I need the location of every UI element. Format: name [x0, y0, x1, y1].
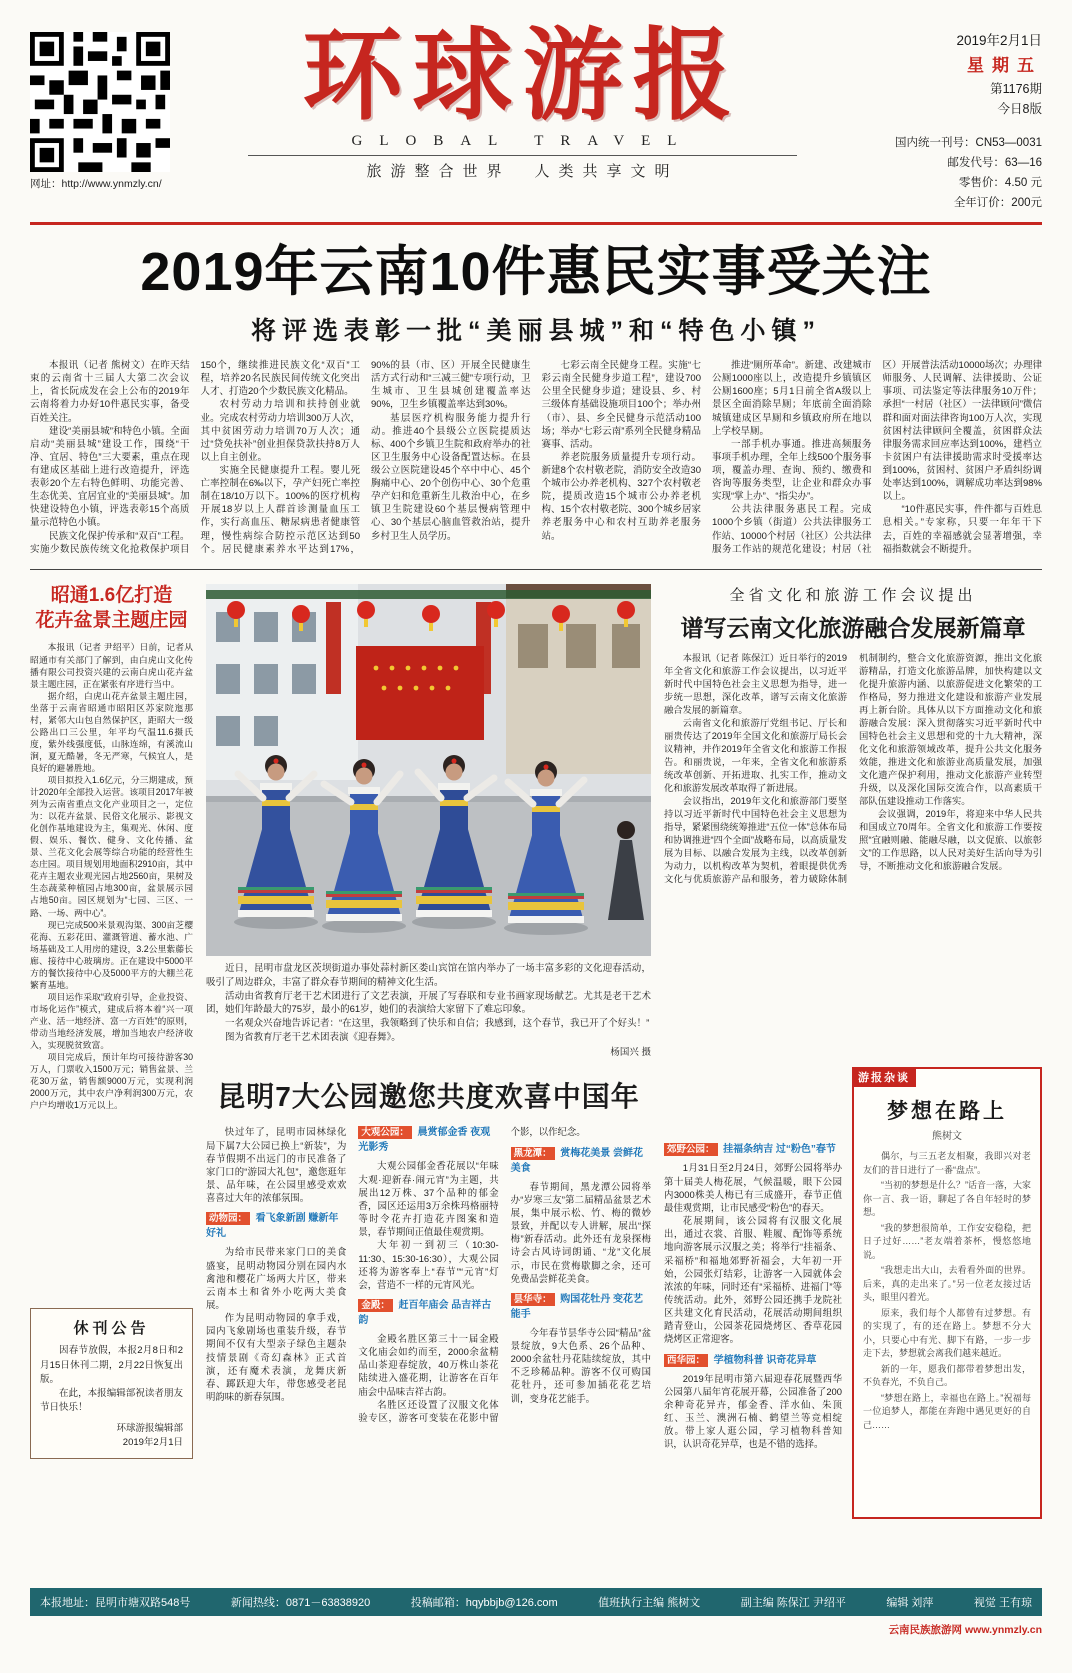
masthead-row — [30, 22, 1042, 214]
paragraph: 项目运作采取“政府引导，企业投资、市场化运作”模式，建成后将本着“兴一项产业、活一地经济、富一方百姓”的原则，带动当地经济发展，增加当地农户经济收入，实现脱贫致富。 — [30, 991, 193, 1051]
red-divider — [30, 222, 1042, 225]
park-tag: 大观公园： — [358, 1126, 412, 1139]
paragraph: 原来，我们每个人都曾有过梦想。有的实现了，有的还在路上。梦想不分大小，只要心中有光、脚下有路，一步一步走下去，梦想就会离我们越来越近。 — [863, 1307, 1031, 1359]
zhaotong-headline-line2: 花卉盆景主题庄园 — [35, 609, 188, 631]
paragraph: 今年春节昙华寺公园“精品”盆景绽放，9大色系、26个品种、2000余盆牡丹花陆续绽放，其中不乏珍稀品种。游客不仅可购国花牡丹，还可参加插花花艺培训，变身花艺能手。 — [510, 1326, 651, 1404]
weekday: 星期五 — [967, 55, 1042, 75]
paragraph: 项目拟投入1.6亿元，分三期建成，预计2020年全部投入运营。该项目2017年被列为云南省重点文化产业项目之一，定位为：以花卉盆景、民俗文化展示、影视文化创作基地建设为主，集观光、休闲、度假、娱乐、餐饮、健身、文化传播、盆景、兰花文化会展等综合功能的经营性生态庄园。项目规划用地面积2910亩，其中花卉主题农业观光园占地2560亩，果树及生态蔬菜种植园占地300亩，盆景展示园占地50亩。园区规划为“七园、三区、一路、一场、两中心”。 — [30, 774, 193, 918]
festival-dance-photo — [206, 584, 651, 956]
footer-segment: 副主编 陈保江 尹绍平 — [740, 1597, 846, 1609]
park-section-title: 赏梅花美景 尝鲜花美食 — [510, 1147, 644, 1174]
park-section-header — [664, 1142, 842, 1157]
paragraph: 本报讯（记者 陈保江）近日举行的2019年全省文化和旅游工作会议提出，以习近平新时代中国特色社会主义思想为指导，进一步统一思想，深化改革，谱写云南文化旅游融合发展的新篇章。 — [664, 653, 847, 716]
parks-intro: 快过年了，昆明市园林绿化局下属7大公园已换上“新装”，为春节假期不出远门的市民准备了家门口的“游园大礼包”，邀您逛年景、品年味，在公园里感受欢欢喜喜过大年的浓郁氛围。 — [206, 1126, 347, 1204]
newspaper-title-english: GLOBAL TRAVEL — [351, 133, 694, 149]
paragraph: 建设“美丽县城”和特色小镇。全面启动“美丽县城”建设工作，围绕“干净、宜居、特色”三大要素，重点在现有建成区基础上进行改造提升，评选表彰20个左右特色鲜明、功能完善、生态优美、宜居宜业的“美丽县城”。加快建设特色小镇，评选表彰15个高质量示范特色小镇。 — [30, 425, 190, 529]
parks-body — [206, 1125, 651, 1493]
footer-bar — [30, 1588, 1042, 1616]
paragraph: 七彩云南全民健身工程。实施“七彩云南全民健身步道工程”，建设700公里全民健身步道；建设县、乡、村三级体育基础设施项目100个；举办州（市）、县、乡全民健身示范活动100场；举办“七彩云南”系列全民健身精品赛事、活动。 — [541, 360, 701, 450]
main-band — [30, 578, 1042, 1519]
paragraph: 本报讯（记者 尹绍平）日前，记者从昭通市有关部门了解到，由白虎山文化传播有限公司投资兴建的云南白虎山花卉盆景主题庄园，正在紧张有序进行当中。 — [30, 642, 193, 689]
lead-headline: 2019年云南10件惠民实事受关注 — [140, 242, 932, 302]
zhaotong-headline-line1: 昭通1.6亿打造 — [50, 585, 173, 607]
caption-paragraph: 一名观众兴奋地告诉记者：“在这里，我领略到了快乐和自信；我感到，这个春节，我已开了个好头！” — [225, 1018, 650, 1030]
park-tag: 昙华寺： — [511, 1293, 555, 1306]
park-tag: 黑龙潭： — [511, 1147, 555, 1160]
paragraph: 金殿名胜区第三十一届金殿文化庙会如约而至，2000余盆精品山茶迎春绽放，40万株山茶花陆续进入盛花期，让游客在百年庙会中品味吉祥古韵。 — [358, 1333, 499, 1397]
lead-body — [30, 359, 1042, 559]
paragraph: 2019年昆明市第六届迎春花展暨西华公园第八届年宵花展开幕，公园准备了200余种奇花异卉，郁金香、洋水仙、朱顶红、玉兰、澳洲石楠、鹤望兰等竞相绽放。带上家人逛公园，学习植物科普知识，认识奇花异草，也是不错的选择。 — [664, 1372, 842, 1450]
paragraph: 据介绍，白虎山花卉盆景主题庄园，坐落于云南省昭通市昭阳区苏家院迤那村，紧邻大山包自然保护区，距昭大一级公路出口三公里，年平均气温11.6摄氏度，紫外线强度低，山脉连绵，有溪流山涧，夏无酷暑，冬无严寒，气候宜人，是良好的避暑胜地。 — [30, 690, 193, 773]
park-section — [664, 1142, 842, 1345]
paragraph: 项目完成后，预计年均可接待游客30万人，门票收入1500万元；销售盆景、兰花30万盆，销售额9000万元，实现利润2000万元，其中农户净利润300万元，农户户均增收1万元以上。 — [30, 1052, 193, 1111]
bottom-row — [206, 1067, 1042, 1519]
paragraph: 本报讯（记者 熊树文）在昨天结束的云南省十三届人大第二次会议上，省长阮成发在会上公布的2019年云南将着力办好10件惠民实事，备受百姓关注。 — [30, 360, 190, 424]
qr-code-icon — [30, 32, 170, 172]
park-tag: 西华园： — [664, 1354, 708, 1367]
park-section-title: 购国花牡丹 变花艺能手 — [510, 1293, 644, 1320]
footer-segment: 编辑 刘萍 — [886, 1597, 934, 1609]
parks-headline: 昆明7大公园邀您共度欢喜中国年 — [217, 1081, 640, 1113]
paragraph: 大观公园郁金香花展以“年味大观·迎新春·闹元宵”为主题，共展出12万株、37个品种的郁金香，园区还运用3万余株玛格丽特等时令花卉打造花卉图案和造景，春节期间正值最佳观赏期。 — [358, 1160, 499, 1238]
paragraph: “当初的梦想是什么？”话音一落，大家你一言、我一语，聊起了各自年轻时的梦想。 — [863, 1180, 1031, 1218]
paragraph: 民族文化保护传承和“双百”工程。实施少数民族传统文化抢救保护项目150个，继续推进民族文化“双百”工程，培养20名民族民间传统文化突出人才、打造20个少数民族文化精品。 — [30, 360, 360, 555]
footer-segment: 新闻热线：0871－63838920 — [230, 1597, 371, 1609]
paragraph: 春节期间，黑龙潭公园将举办“岁寒三友”第二届精品盆景艺术展，集中展示松、竹、梅的微妙景致，并配以专人讲解，展出“探梅”新春活动。此外还有龙泉探梅诗会古风诗词朗诵、“龙”文化展示，市民在赏梅歇脚之余，还可免费品尝鲜花美食。 — [510, 1180, 651, 1284]
zhaotong-headline — [30, 584, 193, 633]
paragraph: 现已完成500米景观沟渠、300亩芝樱花海、五彩花田、灌溉管道、蓄水池、广场基础及工人用房的建设，3.2公里紫藤长廊、接待中心玻璃房。正在建设中5000平方的餐饮接待中心及5000平方的大棚兰花繁育基地。 — [30, 919, 193, 990]
culture-tourism-article — [664, 578, 1042, 1059]
park-tag: 金殿： — [358, 1299, 393, 1312]
park-section — [206, 1211, 346, 1403]
parks-extra-column — [664, 1067, 842, 1519]
park-section-title: 挂福条纳吉 过“粉色”春节 — [723, 1144, 836, 1156]
paragraph: 1月31日至2月24日，郊野公园将举办第十届美人梅花展，气候温暖，眼下公园内3000株美人梅已有三成盛开，春节正值最佳观赏期，让市民感受“粉色”的春天。 — [664, 1162, 842, 1213]
masthead — [208, 22, 837, 181]
paragraph: 偶尔，与三五老友相聚，我即兴对老友们的昔日进行了一番“盘点”。 — [863, 1151, 1031, 1175]
park-section — [511, 1292, 651, 1405]
paragraph: 养老院服务质量提升专项行动。新建8个农村敬老院，消防安全改造30个城市公办养老机构、327个农村敬老院，提质改造15个城市公办养老机构、15个农村敬老院、300个城乡居家养老服务中心和农村互助养老服务站。 — [541, 451, 701, 542]
paragraph: 因春节放假，本报2月8日和2月15日休刊二期，2月22日恢复出版。 — [40, 1345, 183, 1385]
meta-line: 全年订价：200元 — [953, 197, 1042, 210]
notice-body — [40, 1344, 183, 1415]
paragraph: 农村劳动力培训和扶持创业就业。完成农村劳动力培训300万人次，其中贫困劳动力培训70万人次；通过“贷免扶补”创业担保贷款扶持8万人以上自主创业。 — [200, 399, 360, 463]
park-section-title: 晨赏郁金香 夜观光影秀 — [358, 1127, 491, 1154]
culture-body — [664, 652, 1042, 1052]
paragraph: 会议指出，2019年文化和旅游部门要坚持以习近平新时代中国特色社会主义思想为指导，紧紧围绕统筹推进“五位一体”总体布局和协调推进“四个全面”战略布局，以高质量发展为目标、以融合发展为主线，以改革创新为动力，以机构改革为契机，着眼提供优秀文化与优质旅游产品和服务，着力破除体制机制制约，整合文化旅游资源，推出文化旅游精品，打造文化旅游品牌，加快构建以文化提升旅游内涵、以旅游促进文化繁荣的工作格局，努力推进文化建设和旅游产业发展再上新台阶。具体从以下方面推动文化和旅游融合发展：深入贯彻落实习近平新时代中国特色社会主义思想和党的十九大精神，深化文化和旅游领域改革，提升公共文化服务效能，推进文化和旅游业高质量发展，加强文化遗产保护利用，推动文化旅游产业转型升级，以及深化国际交流合作，以高素质干部队伍建设推动工作落实。 — [664, 653, 1042, 885]
park-section-title: 看飞象新剧 赚新年好礼 — [206, 1213, 339, 1240]
paragraph: 名胜区还设置了汉服文化体验专区，游客可变装在花影中留个影，以作纪念。 — [358, 1126, 586, 1423]
park-section-header — [511, 1292, 651, 1322]
caption-paragraph: 活动由省教育厅老干艺术团进行了文艺表演，开展了写春联和专业书画家现场献艺。尤其是老干艺术团，她们年龄最大的75岁，最小的61岁，她们的表演给大家留下了难忘印象。 — [206, 990, 651, 1016]
paragraph: 在此，本报编辑部祝读者朋友节日快乐！ — [40, 1388, 183, 1414]
park-tag: 动物园： — [206, 1212, 250, 1225]
meta-line: 邮发代号：63—16 — [947, 156, 1042, 169]
caption-paragraph: 图为省教育厅老干艺术团表演《迎春舞》。 — [225, 1031, 401, 1043]
essay-title: 梦想在路上 — [887, 1099, 1007, 1124]
paragraph: “我的梦想很简单，工作安安稳稳，把日子过好……”老友端着茶杯，慢悠悠地说。 — [863, 1222, 1031, 1260]
paragraph: 会议强调，2019年，将迎来中华人民共和国成立70周年。全省文化和旅游工作要按照“宜融则融、能融尽融，以文促旅、以旅彰文”的工作思路，以人民对美好生活向导为引导，不断推动文化和旅游融合发展。 — [859, 809, 1042, 872]
essay-body — [863, 1150, 1031, 1432]
parks-article — [206, 1067, 651, 1519]
notice-signer: 环球游报编辑部 — [116, 1422, 183, 1434]
footer-segment: 视觉 王有琼 — [973, 1597, 1032, 1609]
festival-photo-figure — [206, 584, 651, 1059]
website-label: 网址：http://www.ynmzly.cn/ — [30, 178, 162, 190]
paragraph: 为给市民带来家门口的美食盛宴，昆明动物园分别在园内水禽池和樱花广场两大片区，带来云南本土和省外小吃两大美食展。 — [206, 1246, 347, 1311]
slogan: 旅游整合世界 人类共享文明 — [366, 163, 679, 180]
photo-credit: 杨国兴 摄 — [610, 1046, 651, 1058]
culture-kicker: 全省文化和旅游工作会议提出 — [729, 587, 977, 605]
park-section — [664, 1353, 842, 1451]
newspaper-title: 环球游报 — [302, 21, 743, 132]
lead-story — [30, 241, 1042, 559]
paragraph: 公共法律服务惠民工程。完成1000个乡镇（街道）公共法律服务工作站、10000个村居（社区）公共法律服务工作站的规范化建设；村居（社区）开展普法活动10000场次；办理律师服务、人民调解、法律援助、公证事项、司法鉴定等法律服务10万件；承担“一村居（社区）一法律顾问”微信群和面对面法律咨询100万人次，实现贫困村法律顾问全覆盖，贫困群众法律服务需求回应率达到100%，建档立卡贫困户有法律援助需求时受援率达到100%，贫困村、贫困户矛盾纠纷调处率达到100%，调解成功率达到98%以上。 — [712, 360, 1042, 555]
paragraph: 基层医疗机构服务能力提升行动。推进40个县级公立医院提质达标、400个乡镇卫生院和政府举办的社区卫生服务中心设备配置达标。在县级公立医院建设45个卒中中心、45个胸痛中心、20个创伤中心、30个危重孕产妇和危重新生儿救治中心，在乡镇卫生院建设60个基层慢病管理中心、30个基层心脑血管救治站，提升乡村卫生人员学历。 — [371, 412, 531, 542]
middle-row — [206, 578, 1042, 1059]
page-footer — [30, 1588, 1042, 1637]
park-section-header — [358, 1125, 498, 1155]
meta-line: 零售价：4.50 元 — [958, 177, 1042, 190]
suspension-notice — [30, 1308, 193, 1459]
paragraph: “梦想在路上，幸福也在路上。”祝福每一位追梦人，都能在奔跑中遇见更好的自己…… — [863, 1392, 1031, 1430]
qr-block — [30, 22, 208, 191]
footer-segment: 投稿邮箱：hqybbjb@126.com — [410, 1597, 558, 1609]
issue-number: 第1176期 — [990, 81, 1042, 96]
park-section-header — [206, 1211, 346, 1241]
park-section-header — [511, 1146, 651, 1176]
paragraph: 实施全民健康提升工程。婴儿死亡率控制在6‰以下，孕产妇死亡率控制在18/10万以下。100%的医疗机构开展18岁以上人群首诊测量血压工作，实行高血压、糖尿病患者健康管理，慢性病综合防控示范区达到50个。居民健康素养水平达到17%，90%的县（市、区）开展全民健康生活方式行动和“三减三健”专项行动，卫生城市、卫生县城创建覆盖率达90%，卫生乡镇覆盖率达到30%。 — [200, 360, 531, 555]
publication-meta — [837, 133, 1042, 214]
footer-segment: 本报地址：昆明市塘双路548号 — [40, 1597, 191, 1609]
bottom-right-region — [664, 1067, 1042, 1519]
notice-signature — [40, 1422, 183, 1451]
park-section-header — [358, 1298, 498, 1328]
zhaotong-article — [30, 578, 193, 1519]
paragraph: “我想走出大山，去看看外面的世界。后来，真的走出来了。”另一位老友接过话头，眼里闪着光。 — [863, 1265, 1031, 1303]
caption-paragraph: 近日，昆明市盘龙区茨坝街道办事处蒜村新区娄山宾馆在馆内举办了一场丰富多彩的文化迎春活动，吸引了周边群众，丰富了群众春节期间的精神文化生活。 — [206, 963, 651, 988]
paragraph: 花展期间，该公园将有汉服文化展出，通过衣裳、首服、鞋履、配饰等系统地向游客展示汉服之美；将举行“挂福条、采福桥”和福地郊野祈福会，大年初一开始，公园张灯结彩，让游客一入园就体会浓浓的年味，同时还有“采福桥、进福门”等传统活动。此外，郊野公园还携手龙院社区共建文化育民活动，花展活动期间组织踏青登山，公园茶花园烧烤区、香草花园烧烤区正常迎客。 — [664, 1215, 842, 1345]
park-section — [511, 1146, 651, 1285]
essay-author: 熊树文 — [932, 1131, 962, 1143]
park-section-title: 赶百年庙会 品吉祥古韵 — [358, 1300, 492, 1327]
paragraph: 一部手机办事通。推进高频服务事项手机办理，全年上线500个服务事项，覆盖办理、查询、预约、缴费和咨询等服务类型，让企业和群众办事实现“掌上办”、“指尖办”。 — [712, 438, 872, 503]
park-section-header — [664, 1353, 842, 1368]
publication-date: 2019年2月1日 — [956, 33, 1042, 48]
photo-caption — [206, 962, 651, 1059]
essay-column-tag: 游报杂谈 — [852, 1067, 916, 1087]
lead-subheadline: 将评选表彰一批“美丽县城”和“特色小镇” — [250, 317, 821, 346]
notice-title: 休刊公告 — [73, 1320, 150, 1338]
park-tag: 郊野公园： — [664, 1143, 718, 1156]
masthead-divider — [248, 155, 797, 156]
paragraph: 推进“厕所革命”。新建、改建城市公厕1000座以上，改造提升乡镇镇区公厕1600座；5月1日前全省A级以上景区全面消除旱厕；年底前全面消除城镇建成区旱厕和乡镇政府所在地以上学校旱厕。 — [712, 360, 872, 437]
notice-date: 2019年2月1日 — [122, 1436, 183, 1448]
main-area — [206, 578, 1042, 1519]
paragraph: 作为昆明动物园的拿手戏，园内飞象剧场也重装升级，春节期间不仅有大型亲子绿色主题杂技情景剧《奇幻森林》正式首演，还有魔术表演，龙舞庆新春、踯跃迎大年，带您感受老昆明韵味的新春氛围。 — [206, 1312, 347, 1403]
park-section — [358, 1125, 498, 1291]
page-count: 今日8版 — [997, 101, 1042, 116]
paragraph: 大年初一到初三（10:30-11:30、15:30-16:30），大观公园还将为游客奉上“春节”“元宵”灯会，营造不一样的元宵风光。 — [358, 1239, 499, 1290]
paragraph: 云南省文化和旅游厅党组书记、厅长和丽贵传达了2019年全国文化和旅游厅局长会议精神，并作2019年全省文化和旅游工作报告。和丽贵说，一年来，全省文化和旅游系统改革创新、开拓进取、扎实工作，推动文化和旅游发展改革取得了新进展。 — [664, 718, 847, 794]
park-section-title: 学植物科普 识奇花异草 — [713, 1354, 817, 1366]
paragraph: “10件惠民实事，件件都与百姓息息相关。”专家称，只要一年年干下去，百姓的幸福感就会显著增强，幸福指数就会不断提升。 — [882, 504, 1042, 555]
paragraph: 新的一年，愿我们都带着梦想出发，不负春光，不负自己。 — [863, 1363, 1031, 1388]
zhaotong-body — [30, 641, 193, 1296]
section-divider — [30, 569, 1042, 570]
footer-segment: 值班执行主编 熊树文 — [598, 1597, 701, 1609]
culture-headline: 谱写云南文化旅游融合发展新篇章 — [680, 615, 1026, 642]
website-footer-link: 云南民族旅游网 www.ynmzly.cn — [888, 1624, 1042, 1636]
meta-line: 国内统一刊号：CN53—0031 — [895, 136, 1042, 149]
essay-box — [852, 1067, 1042, 1519]
publication-info — [837, 22, 1042, 213]
